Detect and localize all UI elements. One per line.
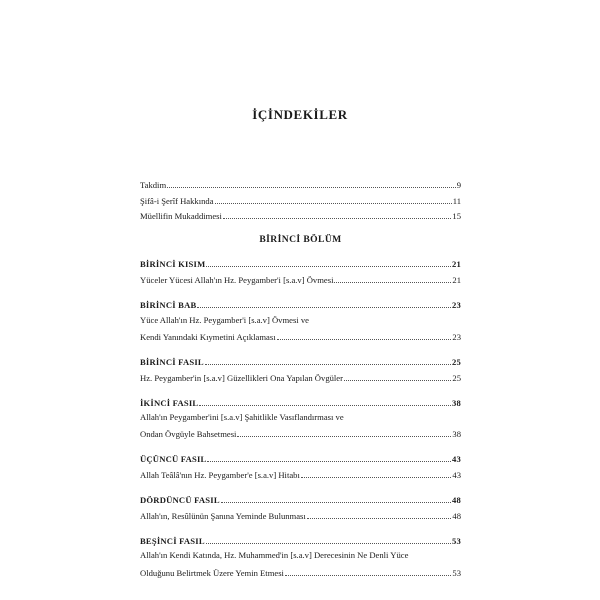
dot-leader <box>206 258 451 270</box>
dot-leader <box>215 195 452 207</box>
dot-leader <box>206 535 451 547</box>
toc-entry[interactable] <box>140 565 461 579</box>
entry-text-line1: Yüce Allah'ın Hz. Peygamber'i [s.a.v] Övmesi ve <box>140 315 309 325</box>
heading-page: 53 <box>452 536 461 546</box>
entry-text: Hz. Peygamber'in [s.a.v] Güzellikleri Ona Yapılan Övgüler <box>140 373 343 383</box>
heading-page: 38 <box>452 398 461 408</box>
dot-leader <box>197 299 451 311</box>
toc-heading-birinci-kisim[interactable] <box>140 256 461 270</box>
entry-text: Yüceler Yücesi Allah'ın Hz. Peygamber'i [s.a.v] Övmesi <box>140 275 334 285</box>
dot-leader <box>221 494 451 506</box>
heading-text: BİRİNCİ BAB <box>140 300 197 310</box>
dot-leader <box>205 356 451 368</box>
heading-text: DÖRDÜNCÜ FASIL <box>140 495 220 505</box>
toc-heading-birinci-bab[interactable] <box>140 297 461 311</box>
heading-text: BİRİNCİ KISIM <box>140 259 206 269</box>
entry-text-line1: Allah'ın Peygamber'ini [s.a.v] Şahitlikle Vasıflandırması ve <box>140 412 344 422</box>
toc-heading-ucuncu-fasil[interactable] <box>140 451 461 465</box>
entry-page: 23 <box>452 332 461 342</box>
toc-entry[interactable] <box>140 329 461 343</box>
toc-entry-sifa[interactable] <box>140 193 461 207</box>
heading-page: 21 <box>452 259 461 269</box>
entry-page: 53 <box>452 568 461 578</box>
dot-leader <box>277 331 452 343</box>
entry-page: 48 <box>452 511 461 521</box>
toc-entry-takdim[interactable] <box>140 177 461 191</box>
heading-text: BEŞİNCİ FASIL <box>140 536 205 546</box>
toc-title: İÇİNDEKİLER <box>252 107 348 122</box>
dot-leader <box>301 469 452 481</box>
heading-page: 43 <box>452 454 461 464</box>
heading-page: 48 <box>452 495 461 505</box>
entry-page: 38 <box>452 429 461 439</box>
entry-text: Müellifin Mukaddimesi <box>140 211 222 221</box>
dot-leader <box>334 274 451 286</box>
dot-leader <box>285 567 451 579</box>
entry-text: Ondan Övgüyle Bahsetmesi <box>140 429 237 439</box>
heading-text: İKİNCİ FASIL <box>140 398 199 408</box>
entry-page: 43 <box>452 470 461 480</box>
section-title: BİRİNCİ BÖLÜM <box>259 234 342 245</box>
toc-heading-dorduncu-fasil[interactable] <box>140 492 461 506</box>
entry-text: Olduğunu Belirtmek Üzere Yemin Etmesi <box>140 568 284 578</box>
entry-page: 15 <box>452 211 461 221</box>
entry-page: 11 <box>452 196 461 206</box>
entry-text-line1: Allah'ın Kendi Katında, Hz. Muhammed'in [s.a.v] Derecesinin Ne Denli Yüce <box>140 550 409 560</box>
entry-text: Takdim <box>140 180 167 190</box>
entry-text: Allah'ın, Resûlünün Şanına Yeminde Bulunması <box>140 511 306 521</box>
heading-text: BİRİNCİ FASIL <box>140 357 204 367</box>
heading-text: ÜÇÜNCÜ FASIL <box>140 454 207 464</box>
dot-leader <box>167 179 456 191</box>
entry-page: 25 <box>452 373 461 383</box>
toc-entry-mukaddime[interactable] <box>140 208 461 222</box>
dot-leader <box>223 210 452 222</box>
entry-text: Kendi Yanındaki Kıymetini Açıklaması <box>140 332 276 342</box>
entry-page: 9 <box>456 180 461 190</box>
entry-page: 21 <box>452 275 461 285</box>
entry-text: Şifâ-i Şerîf Hakkında <box>140 196 214 206</box>
toc-entries <box>140 0 461 600</box>
toc-heading-besinci-fasil[interactable] <box>140 533 461 547</box>
toc-heading-ikinci-fasil[interactable] <box>140 395 461 409</box>
dot-leader <box>344 372 451 384</box>
toc-entry[interactable] <box>140 508 461 522</box>
dot-leader <box>237 428 451 440</box>
dot-leader <box>199 397 451 409</box>
dot-leader <box>207 453 451 465</box>
toc-entry[interactable] <box>140 426 461 440</box>
heading-page: 25 <box>452 357 461 367</box>
toc-heading-birinci-fasil[interactable] <box>140 354 461 368</box>
heading-page: 23 <box>452 300 461 310</box>
toc-entry[interactable] <box>140 272 461 286</box>
dot-leader <box>307 510 452 522</box>
toc-entry[interactable] <box>140 370 461 384</box>
entry-text: Allah Teâlâ'nın Hz. Peygamber'e [s.a.v] Hitabı <box>140 470 300 480</box>
toc-entry[interactable] <box>140 467 461 481</box>
